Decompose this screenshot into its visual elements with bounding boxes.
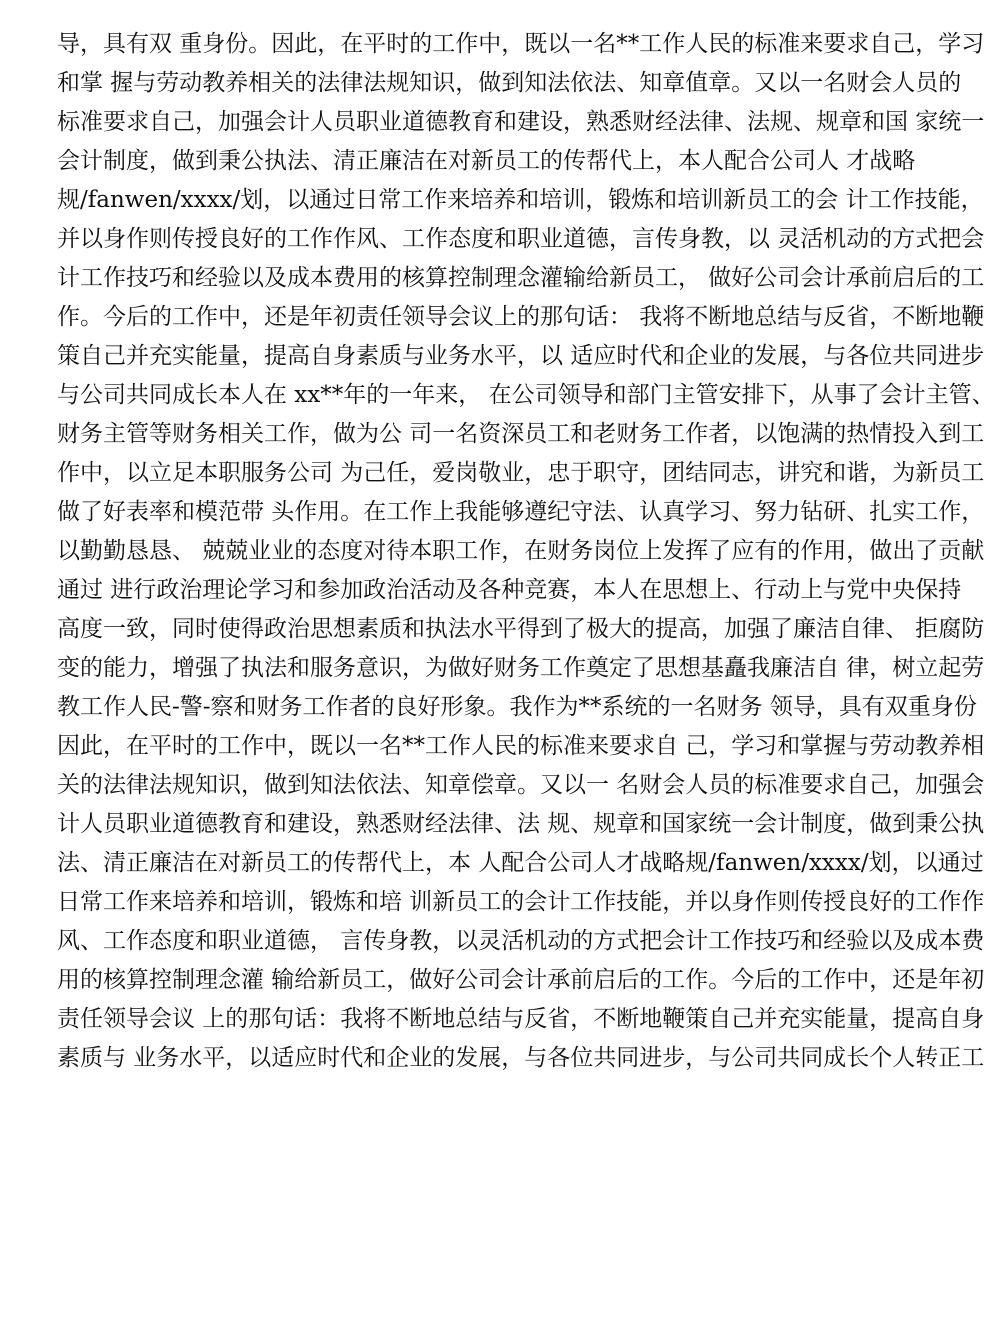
text-line: 作。今后的工作中，还是年初责任领导会议上的那句话： 我将不断地总结与反省，不断地鞭 (57, 304, 985, 330)
text-line: 高度一致，同时使得政治思想素质和执法水平得到了极大的提高，加强了廉洁自律、 拒腐防 (57, 616, 985, 642)
text-line: 因此，在平时的工作中，既以一名**工作人民的标准来要求自 己，学习和掌握与劳动教养相 (57, 733, 985, 759)
text-line: 用的核算控制理念灌 输给新员工，做好公司会计承前启后的工作。今后的工作中，还是年初 (57, 967, 985, 993)
text-line: 日常工作来培养和培训，锻炼和培 训新员工的会计工作技能，并以身作则传授良好的工作作 (57, 889, 985, 915)
text-line: 通过 进行政治理论学习和参加政治活动及各种竞赛，本人在思想上、行动上与党中央保持 (57, 577, 962, 603)
text-line: 并以身作则传授良好的工作作风、工作态度和职业道德，言传身教，以 灵活机动的方式把会 (57, 226, 985, 252)
text-line: 关的法律法规知识，做到知法依法、知章偿章。又以一 名财会人员的标准要求自己，加强会 (57, 772, 985, 798)
text-line: 规/fanwen/xxxx/划，以通过日常工作来培养和培训，锻炼和培训新员工的会 计工作技能， (57, 187, 984, 213)
document-body (57, 25, 995, 1078)
text-line: 导，具有双 重身份。因此，在平时的工作中，既以一名**工作人民的标准来要求自己，学习 (57, 31, 985, 57)
text-line: 会计制度，做到秉公执法、清正廉洁在对新员工的传帮代上，本人配合公司人 才战略 (57, 148, 916, 174)
text-line: 与公司共同成长本人在 xx**年的一年来， 在公司领导和部门主管安排下，从事了会计主管、 (57, 382, 995, 408)
text-line: 和掌 握与劳动教养相关的法律法规知识，做到知法依法、知章值章。又以一名财会人员的 (57, 70, 962, 96)
text-line: 素质与 业务水平，以适应时代和企业的发展，与各位共同进步，与公司共同成长个人转正工 (57, 1045, 985, 1071)
text-line: 以勤勤恳恳、 兢兢业业的态度对待本职工作，在财务岗位上发挥了应有的作用，做出了贡献 (57, 538, 985, 564)
text-line: 风、工作态度和职业道德， 言传身教，以灵活机动的方式把会计工作技巧和经验以及成本费 (57, 928, 985, 954)
text-line: 教工作人民-警-察和财务工作者的良好形象。我作为**系统的一名财务 领导，具有双重身份 (57, 694, 977, 720)
text-line: 计人员职业道德教育和建设，熟悉财经法律、法 规、规章和国家统一会计制度，做到秉公执 (57, 811, 985, 837)
text-line: 做了好表率和模范带 头作用。在工作上我能够遵纪守法、认真学习、努力钻研、扎实工作， (57, 499, 985, 525)
text-line: 变的能力，增强了执法和服务意识，为做好财务工作奠定了思想基矗我廉洁自 律，树立起劳 (57, 655, 985, 681)
text-line: 财务主管等财务相关工作，做为公 司一名资深员工和老财务工作者，以饱满的热情投入到工 (57, 421, 985, 447)
text-line: 责任领导会议 上的那句话：我将不断地总结与反省，不断地鞭策自己并充实能量，提高自身 (57, 1006, 985, 1032)
text-line: 作中，以立足本职服务公司 为己任，爱岗敬业，忠于职守，团结同志，讲究和谐，为新员工 (57, 460, 985, 486)
text-line: 计工作技巧和经验以及成本费用的核算控制理念灌输给新员工， 做好公司会计承前启后的工 (57, 265, 985, 291)
text-line: 标准要求自己，加强会计人员职业道德教育和建设，熟悉财经法律、法规、规章和国 家统一 (57, 109, 985, 135)
text-line: 策自己并充实能量，提高自身素质与业务水平，以 适应时代和企业的发展，与各位共同进步 (57, 343, 985, 369)
text-line: 法、清正廉洁在对新员工的传帮代上，本 人配合公司人才战略规/fanwen/xxxx/划，以通过 (57, 850, 984, 876)
